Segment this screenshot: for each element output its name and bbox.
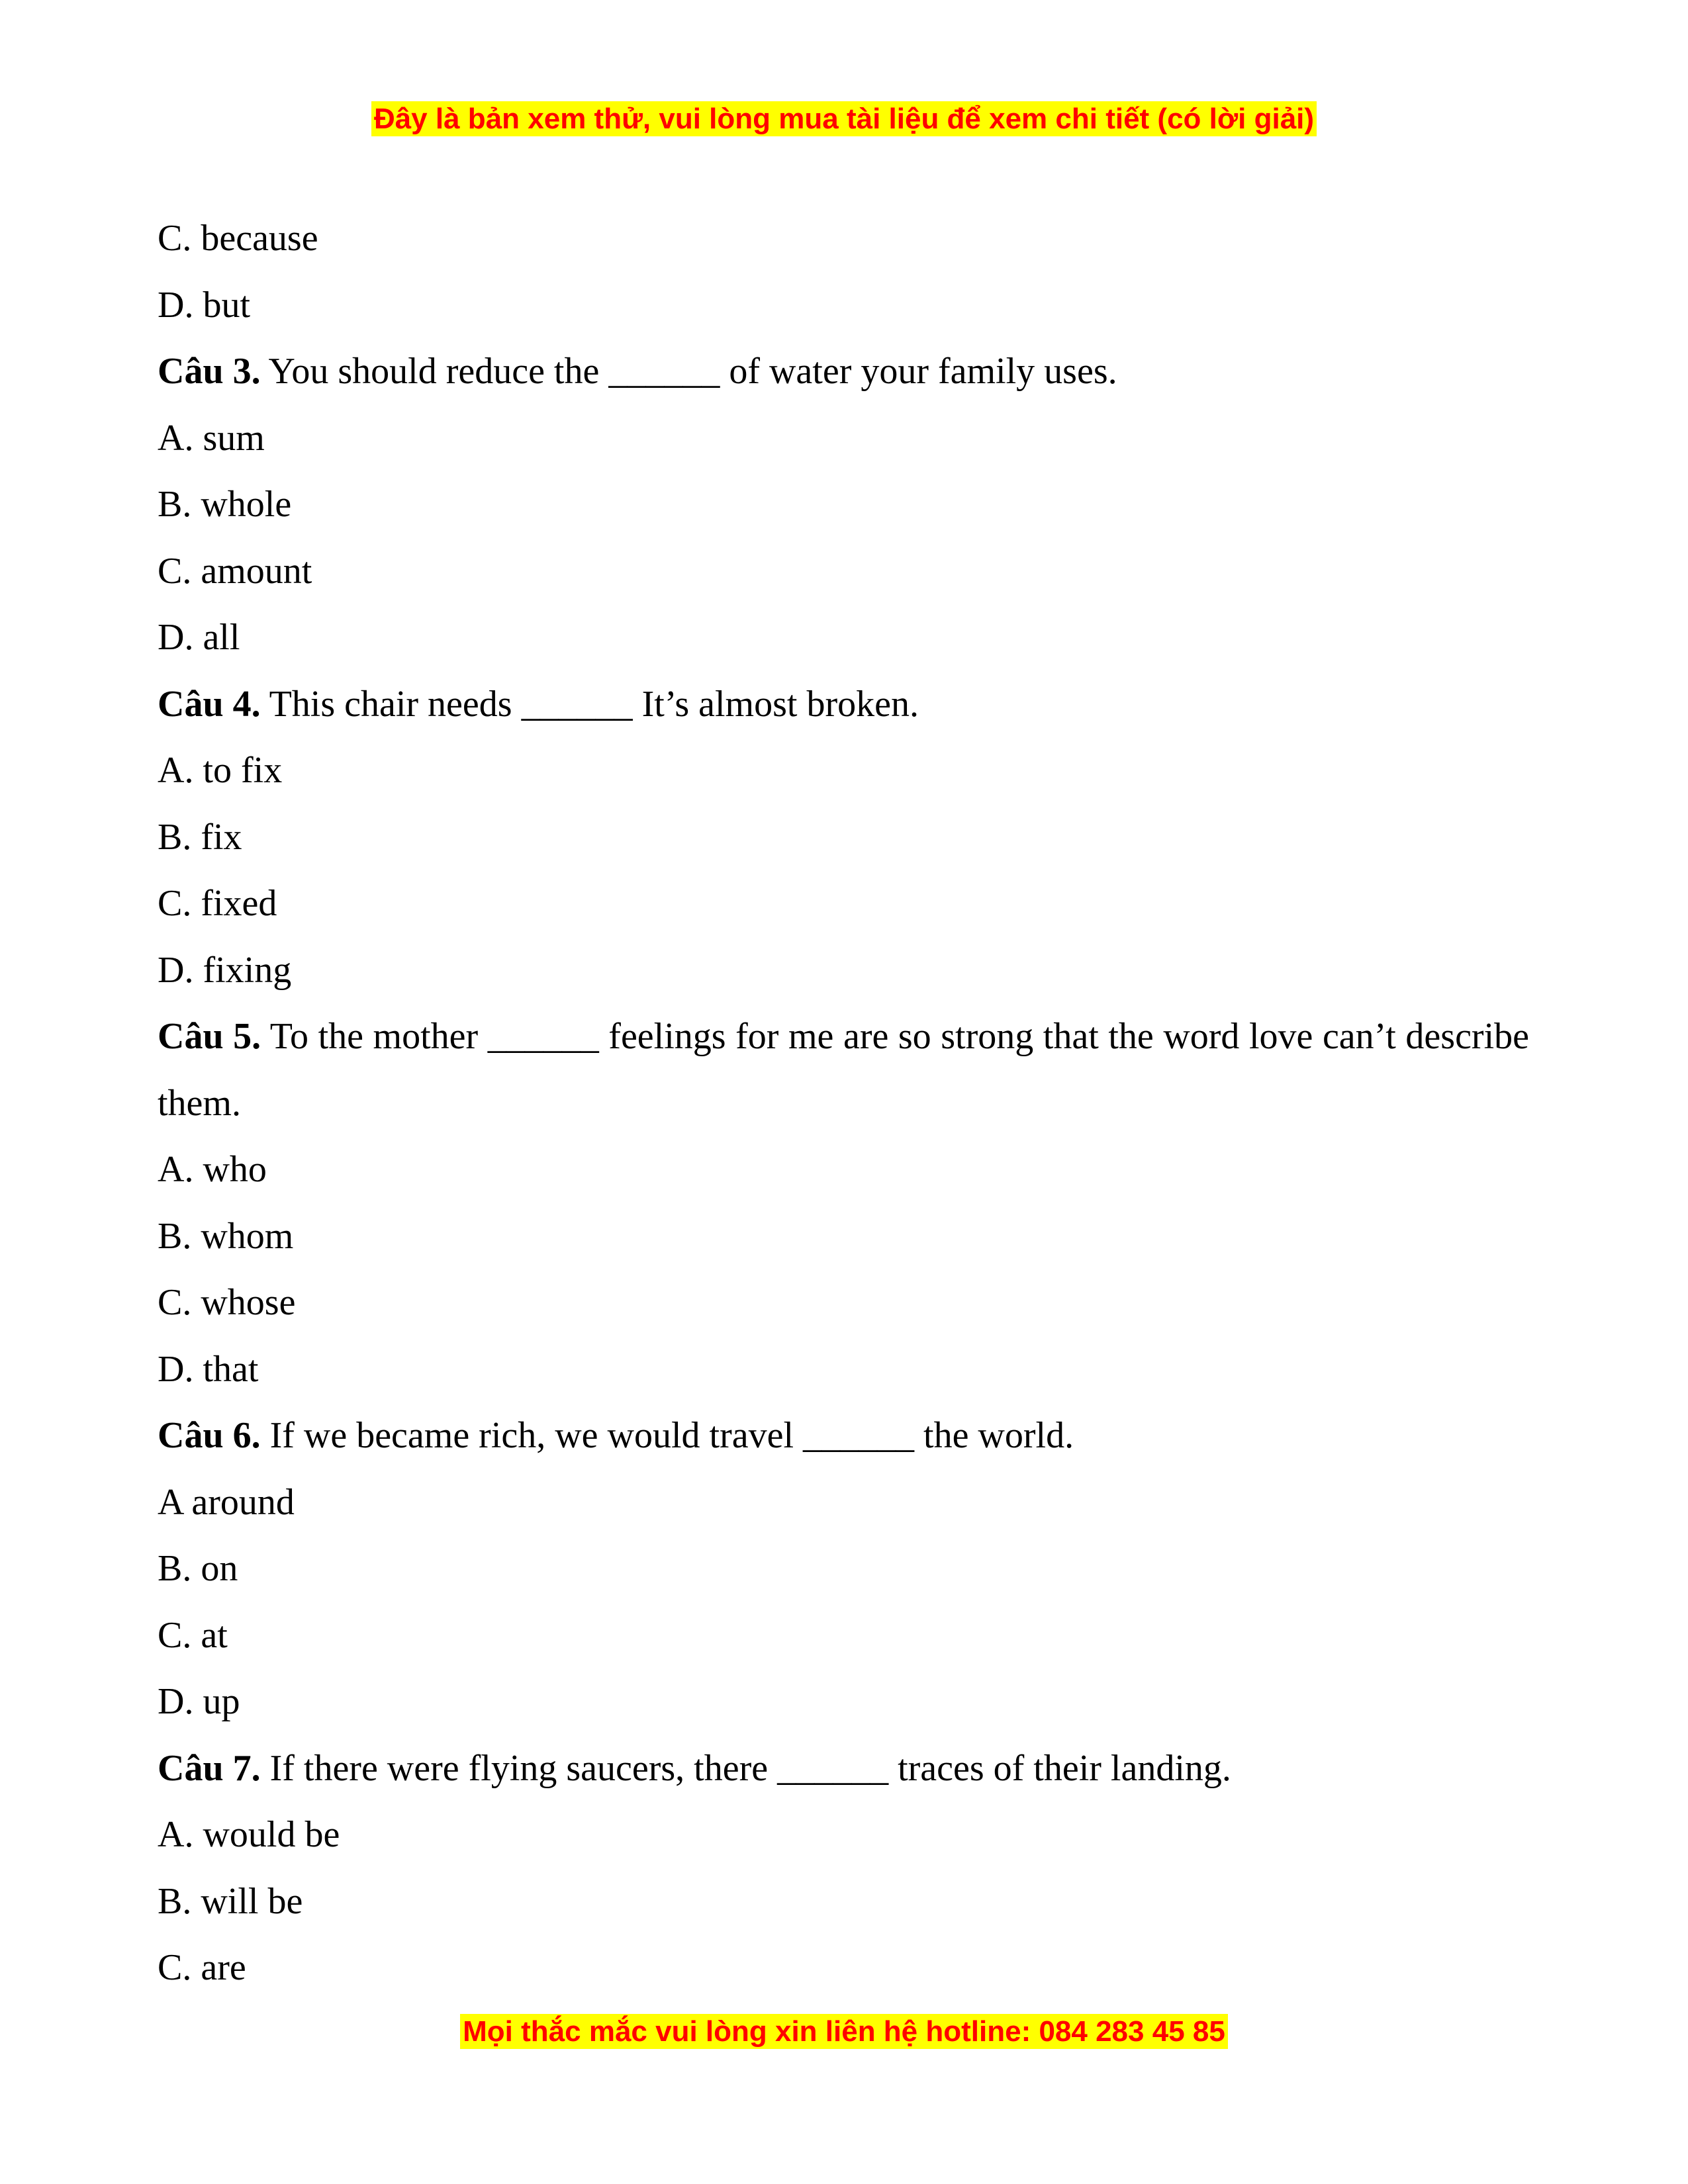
- option-d: D. that: [158, 1348, 259, 1390]
- question-label: Câu 3.: [158, 351, 261, 392]
- option-c: C. at: [158, 1614, 228, 1656]
- question-text: To the mother ______ feelings for me are so strong that the word love can’t describe them.: [158, 1016, 1529, 1124]
- hotline-notice-banner: [0, 2012, 1688, 2052]
- question-label: Câu 4.: [158, 683, 261, 725]
- option-b: B. on: [158, 1548, 238, 1589]
- question-7: [158, 1735, 1529, 1802]
- option-c: C. fixed: [158, 883, 277, 924]
- option-c: C. are: [158, 1947, 246, 1988]
- question-label: Câu 7.: [158, 1747, 261, 1789]
- question-6: [158, 1402, 1529, 1469]
- preview-notice-banner: [0, 99, 1688, 139]
- question-4: [158, 671, 1529, 738]
- question-label: Câu 6.: [158, 1415, 261, 1456]
- question-text: This chair needs ______ It’s almost broken.: [260, 683, 919, 725]
- option-c: C. amount: [158, 550, 312, 592]
- option-b: B. whole: [158, 484, 292, 525]
- option-d: D. all: [158, 617, 240, 658]
- hotline-notice-text: Mọi thắc mắc vui lòng xin liên hệ hotline: 084 283 45 85: [460, 2014, 1228, 2049]
- option-a: A around: [158, 1481, 295, 1523]
- option-a: A. to fix: [158, 750, 283, 791]
- question-text: If we became rich, we would travel ______ the world.: [260, 1415, 1074, 1456]
- question-3: [158, 338, 1529, 405]
- option-d: D. fixing: [158, 949, 292, 991]
- question-5: [158, 1003, 1529, 1136]
- option-a: A. who: [158, 1149, 267, 1190]
- preview-notice-text: Đây là bản xem thử, vui lòng mua tài liệu để xem chi tiết (có lời giải): [371, 101, 1317, 136]
- option-c: C. whose: [158, 1282, 296, 1323]
- question-label: Câu 5.: [158, 1016, 261, 1057]
- option-b: B. whom: [158, 1215, 294, 1257]
- option-c: C. because: [158, 218, 318, 259]
- option-b: B. fix: [158, 816, 242, 858]
- document-body: [158, 205, 1529, 2001]
- question-text: If there were flying saucers, there ______ traces of their landing.: [260, 1747, 1231, 1789]
- option-d: D. up: [158, 1681, 240, 1722]
- option-d: D. but: [158, 284, 250, 326]
- option-a: A. sum: [158, 417, 265, 459]
- option-a: A. would be: [158, 1814, 340, 1855]
- question-text: You should reduce the ______ of water your family uses.: [260, 351, 1117, 392]
- option-b: B. will be: [158, 1880, 303, 1922]
